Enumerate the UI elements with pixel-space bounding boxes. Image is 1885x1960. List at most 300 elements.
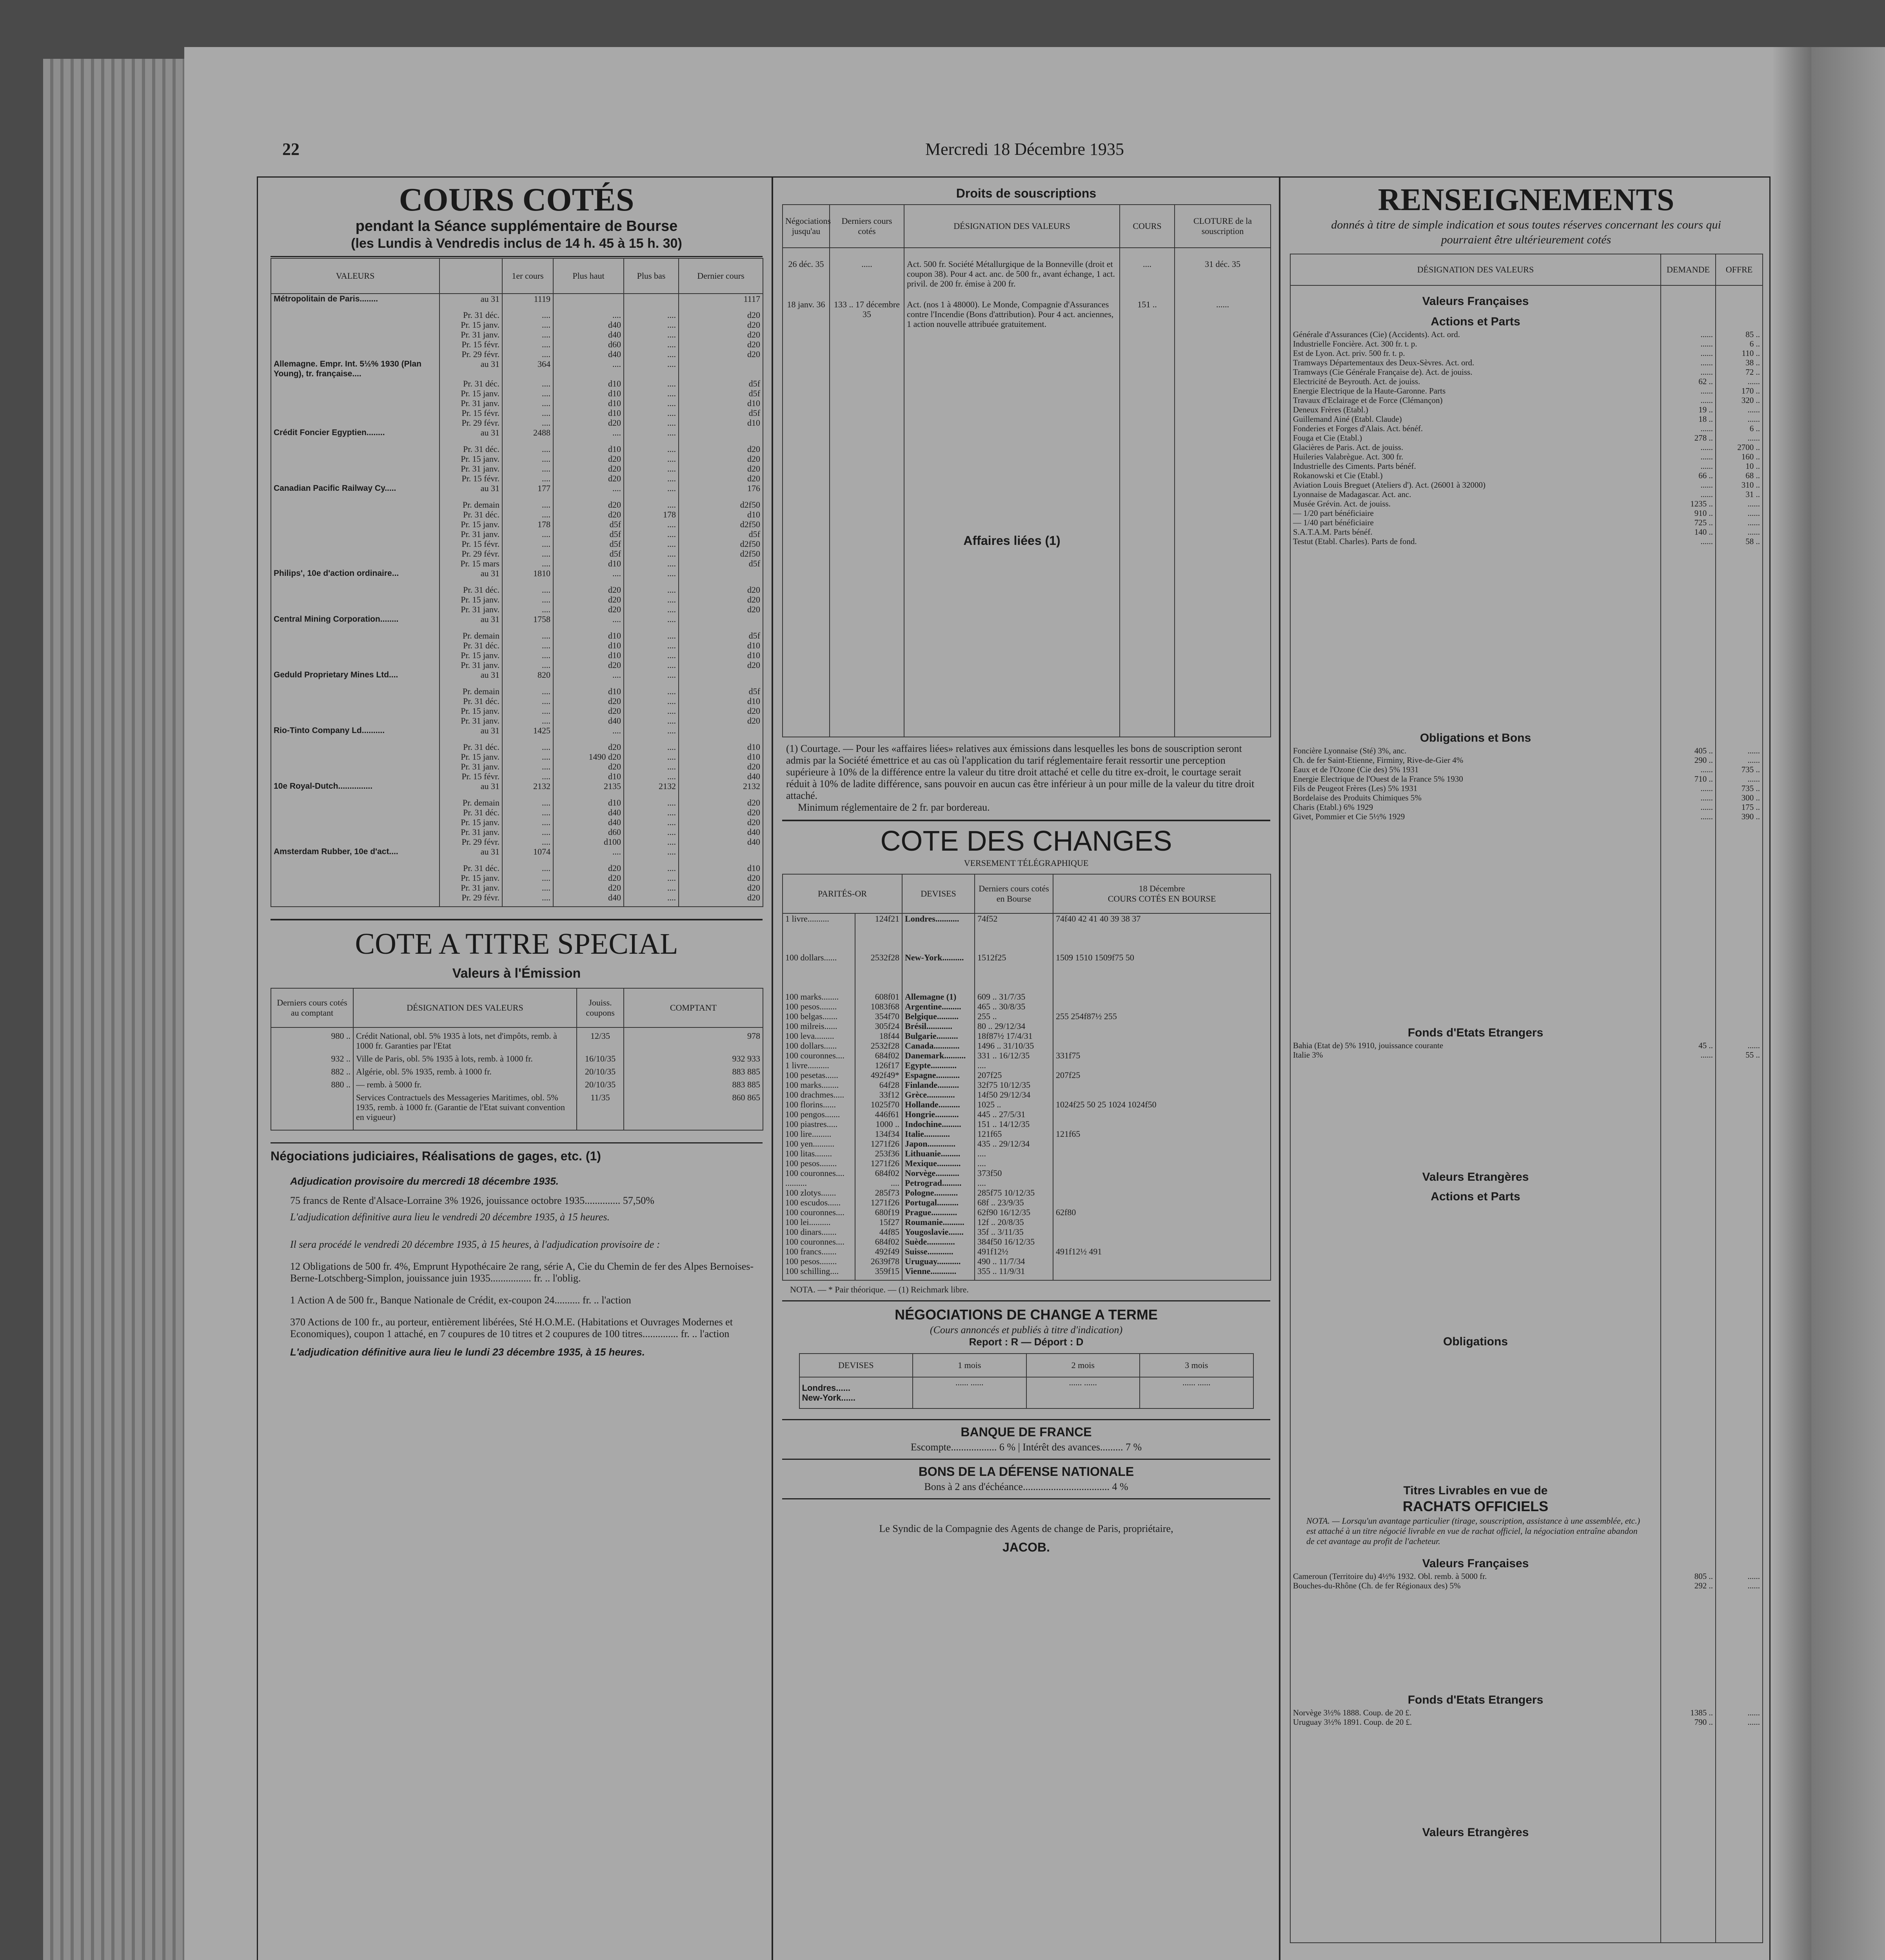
unite: 100 zlotys.......: [783, 1188, 855, 1198]
offre: ......: [1716, 377, 1763, 386]
premier-cours: 178: [502, 519, 553, 529]
table-end: [1290, 1938, 1763, 1943]
terme-title: NÉGOCIATIONS DE CHANGE A TERME: [895, 1307, 1158, 1323]
unite: 100 lire.........: [783, 1129, 855, 1139]
dernier-cours: d20: [679, 339, 763, 349]
offre: ......: [1716, 755, 1763, 765]
valeur-name: [271, 408, 439, 418]
premier-cours: ....: [502, 650, 553, 660]
section-row: [1290, 1169, 1763, 1185]
dernier-cours: [679, 726, 763, 742]
dernier-cours: d5f: [679, 559, 763, 568]
terme-row: Londres...... ...... ...... ...... ...... ...... ......: [799, 1377, 1253, 1393]
dernier-cours: 80 .. 29/12/34: [975, 1021, 1053, 1031]
valeurs-emission-title: Valeurs à l'Émission: [452, 966, 581, 981]
table-row: [271, 1063, 763, 1076]
valeur-name: Geduld Proprietary Mines Ltd....: [271, 670, 439, 686]
valeur-name: [271, 604, 439, 614]
table-row: [783, 1041, 1271, 1051]
demande: ......: [1661, 348, 1716, 358]
dernier-cours: d2f50: [679, 500, 763, 510]
table-row: [271, 706, 763, 716]
empty-cell: [1661, 1483, 1716, 1499]
dernier-cours: 1025 ..: [975, 1100, 1053, 1109]
spacer-row: [1290, 1350, 1763, 1483]
echeance: au 31: [439, 781, 502, 798]
cours-bourse: 1509 1510 1509f75 50: [1053, 953, 1271, 992]
devise: Portugal..........: [902, 1198, 975, 1207]
table-end-cell: [783, 1276, 855, 1280]
parite-or: 1271f26: [855, 1139, 902, 1149]
col-cours-bourse: [1053, 874, 1271, 913]
plus-haut: d10: [553, 388, 624, 398]
devise: Finlande..........: [902, 1080, 975, 1090]
premier-cours: 2132: [502, 781, 553, 798]
table-row: [271, 893, 763, 902]
changes-nota: NOTA. — * Pair théorique. — (1) Reichmark libre.: [790, 1285, 969, 1294]
col-derniers-cours: Derniers cours cotés en Bourse: [975, 874, 1053, 913]
parite-or: 1025f70: [855, 1100, 902, 1109]
dernier-cours: 151 .. 14/12/35: [975, 1119, 1053, 1129]
dernier-cours: d20: [679, 660, 763, 670]
demande: ......: [1661, 537, 1716, 546]
plus-bas: ....: [624, 706, 679, 716]
demande: ......: [1661, 480, 1716, 490]
dernier-cours: d20: [679, 893, 763, 902]
banque-de-france-title: BANQUE DE FRANCE: [961, 1425, 1092, 1439]
table-end-cell: [439, 902, 502, 907]
emission-table: [271, 988, 763, 1131]
echeance: Pr. 31 déc.: [439, 510, 502, 519]
spacer-row: [1290, 1727, 1763, 1825]
table-row: [271, 310, 763, 320]
table-end: [271, 1122, 763, 1130]
empty-cell: [1661, 1548, 1716, 1572]
premier-cours: ....: [502, 883, 553, 893]
table-row: [271, 428, 763, 444]
plus-bas: ....: [624, 873, 679, 883]
adjudication-2: Il sera procédé le vendredi 20 décembre 1935, à 15 heures, à l'adjudication provisoire de :: [290, 1239, 660, 1250]
emission-body: [271, 1027, 763, 1130]
devise: Grèce.............: [902, 1090, 975, 1100]
parite-or: 1083f68: [855, 1002, 902, 1011]
unite: 100 florins......: [783, 1100, 855, 1109]
valeur-name: [271, 686, 439, 696]
valeur-name: Lyonnaise de Madagascar. Act. anc.: [1290, 490, 1661, 499]
right-column: [1290, 182, 1762, 1943]
table-row: [271, 686, 763, 696]
empty-cell: [1661, 309, 1716, 330]
table-row: [1290, 480, 1763, 490]
cours-bourse: 207f25: [1053, 1070, 1271, 1080]
table-row: [271, 883, 763, 893]
plus-bas: ....: [624, 379, 679, 388]
unite: 100 dollars......: [783, 953, 855, 992]
changes-cours-label: COURS COTÉS EN BOURSE: [1108, 894, 1216, 904]
offre: ......: [1716, 1581, 1763, 1590]
plus-haut: ....: [553, 614, 624, 631]
premier-cours: ....: [502, 539, 553, 549]
dernier-cours: d10: [679, 418, 763, 428]
table-end-cell: [502, 902, 553, 907]
echeance: au 31: [439, 614, 502, 631]
devise: Mexique...........: [902, 1158, 975, 1168]
table-row: [783, 953, 1271, 992]
terme-report: Report : R — Déport : D: [969, 1336, 1084, 1348]
souscriptions-title: Droits de souscriptions: [956, 186, 1097, 200]
negociations-title: Négociations judiciaires, Réalisations de gages, etc. (1): [271, 1142, 763, 1163]
offre: 160 ..: [1716, 452, 1763, 461]
premier-cours: ....: [502, 706, 553, 716]
affaires-row: [783, 533, 1271, 548]
echeance: au 31: [439, 359, 502, 379]
dernier-cours: 207f25: [975, 1070, 1053, 1080]
valeur-name: [271, 863, 439, 873]
demande: ......: [1661, 461, 1716, 471]
empty-cell: [1716, 1025, 1763, 1041]
echeance: Pr. 31 janv.: [439, 529, 502, 539]
plus-haut: d20: [553, 510, 624, 519]
premier-cours: 820: [502, 670, 553, 686]
table-row: [271, 1027, 763, 1051]
cours-bourse: 331f75: [1053, 1051, 1271, 1060]
dernier-cours: 2132: [679, 781, 763, 798]
echeance: Pr. 15 mars: [439, 559, 502, 568]
empty-cell: [1661, 1499, 1716, 1514]
offre: ......: [1716, 433, 1763, 443]
plus-haut: d20: [553, 474, 624, 483]
plus-haut: d10: [553, 379, 624, 388]
table-row: [1290, 1708, 1763, 1717]
premier-cours: ....: [502, 500, 553, 510]
col-designation: DÉSIGNATION DES VALEURS: [353, 988, 577, 1027]
parite-or: 354f70: [855, 1011, 902, 1021]
plus-bas: ....: [624, 798, 679, 808]
cours-cotes-hours: (les Lundis à Vendredis inclus de 14 h. 45 à 15 h. 30): [351, 236, 682, 251]
cote-des-changes-title: COTE DES CHANGES: [880, 826, 1172, 857]
valeur-name: [271, 454, 439, 464]
souscriptions-table: [782, 204, 1271, 737]
col-1-mois: 1 mois: [913, 1354, 1026, 1377]
premier-cours: ....: [502, 798, 553, 808]
cours-bourse: [1053, 1041, 1271, 1051]
table-row: [271, 716, 763, 726]
cours-bourse: 121f65: [1053, 1129, 1271, 1139]
plus-haut: d40: [553, 808, 624, 817]
valeur-name: [271, 660, 439, 670]
versement-telegraphique: VERSEMENT TÉLÉGRAPHIQUE: [964, 858, 1089, 868]
plus-haut: d5f: [553, 539, 624, 549]
unite: 100 milreis......: [783, 1021, 855, 1031]
premier-cours: ....: [502, 827, 553, 837]
valeur-name: Testut (Etabl. Charles). Parts de fond.: [1290, 537, 1661, 546]
dernier-cours: 373f50: [975, 1168, 1053, 1178]
changes-body: [783, 913, 1271, 1280]
premier-cours: ....: [502, 388, 553, 398]
cours-bourse: [1053, 1021, 1271, 1031]
unite: 100 lei..........: [783, 1217, 855, 1227]
unite: 100 escudos......: [783, 1198, 855, 1207]
devise: Lithuanie.........: [902, 1149, 975, 1158]
plus-haut: ....: [553, 568, 624, 585]
echeance: au 31: [439, 483, 502, 500]
dernier-cours: d20: [679, 464, 763, 474]
table-row: [271, 398, 763, 408]
dernier-cours: 1496 .. 31/10/35: [975, 1041, 1053, 1051]
plus-bas: ....: [624, 650, 679, 660]
echeance: au 31: [439, 294, 502, 310]
echeance: Pr. 29 févr.: [439, 418, 502, 428]
valeur-name: Musée Grévin. Act. de jouiss.: [1290, 499, 1661, 508]
unite: 1 livre..........: [783, 913, 855, 953]
devise: Japon.............: [902, 1139, 975, 1149]
valeur-name: Guillemand Ainé (Etabl. Claude): [1290, 414, 1661, 424]
echeance: Pr. 15 févr.: [439, 539, 502, 549]
table-row: [783, 1100, 1271, 1109]
offre: 72 ..: [1716, 367, 1763, 377]
comptant: 883 885: [624, 1076, 763, 1089]
cours-bourse: 1024f25 50 25 1024 1024f50: [1053, 1100, 1271, 1109]
jouissance: 12/35: [577, 1027, 624, 1051]
plus-haut: d20: [553, 742, 624, 752]
parite-or: 684f02: [855, 1168, 902, 1178]
plus-bas: ....: [624, 519, 679, 529]
table-row: [271, 827, 763, 837]
table-row: [1290, 396, 1763, 405]
obligations-bons-heading: Obligations et Bons: [1290, 730, 1661, 746]
jouissance: 20/10/35: [577, 1063, 624, 1076]
dernier-cours: d10: [679, 510, 763, 519]
empty-cell: [1661, 730, 1716, 746]
courtage-note: (1) Courtage. — Pour les «affaires liées» relatives aux émissions dans lesquelles les bons de souscription seront admis par la Société émettrice et au cas où l'application du tarif réglementaire ferait ressortir une perception supérieure à 10% de la différence entre la valeur du titre droit attaché et celle du titre ex-droit, le courtage serait réduit à 10% de ladite différence, sans pouvoir en aucun cas être inférieur à un pour mille de la valeur du titre droit attaché.: [786, 743, 1255, 801]
table-row: [271, 631, 763, 641]
premier-cours: ....: [502, 837, 553, 847]
offre: ......: [1716, 1572, 1763, 1581]
col-echeance: [439, 258, 502, 294]
plus-haut: ....: [553, 310, 624, 320]
plus-bas: ....: [624, 454, 679, 464]
valeur-name: [271, 595, 439, 604]
table-row: [1290, 414, 1763, 424]
unite: 100 pengos.......: [783, 1109, 855, 1119]
offre: ......: [1716, 1708, 1763, 1717]
parite-or: 1000 ..: [855, 1119, 902, 1129]
empty-cell: [1661, 1169, 1716, 1185]
parite-or: 253f36: [855, 1149, 902, 1158]
echeance: au 31: [439, 568, 502, 585]
table-row: [271, 837, 763, 847]
plus-haut: ....: [553, 726, 624, 742]
spacer-cell: [1290, 1350, 1661, 1483]
table-row: [271, 660, 763, 670]
table-row: [271, 320, 763, 330]
spacer-cell: [1290, 546, 1661, 730]
echeance: Pr. 31 janv.: [439, 883, 502, 893]
table-row: [271, 388, 763, 398]
table-row: [783, 1002, 1271, 1011]
offre: ......: [1716, 527, 1763, 537]
derniers-cours: 980 ..: [271, 1027, 353, 1051]
table-row: [1290, 765, 1763, 774]
table-end-cell: [553, 902, 624, 907]
dernier-cours: 355 .. 11/9/31: [975, 1266, 1053, 1276]
dernier-cours: d5f: [679, 529, 763, 539]
rachats-valeurs-francaises-heading: Valeurs Françaises: [1290, 1548, 1661, 1572]
plus-haut: d10: [553, 408, 624, 418]
table-row: [271, 641, 763, 650]
table-row: [271, 549, 763, 559]
table-row: [783, 1031, 1271, 1041]
offre: ......: [1716, 1717, 1763, 1727]
cours-cotes-table: [271, 258, 763, 907]
demande: 790 ..: [1661, 1717, 1716, 1727]
unite: 100 pesos........: [783, 1002, 855, 1011]
unite: 1 livre..........: [783, 1060, 855, 1070]
echeance: Pr. demain: [439, 631, 502, 641]
valeur-name: [271, 549, 439, 559]
table-row: [783, 1217, 1271, 1227]
derniers-cours: .....: [830, 248, 904, 289]
dernier-cours: 384f50 16/12/35: [975, 1237, 1053, 1247]
section-row: [1290, 1499, 1763, 1514]
dernier-cours: 12f .. 20/8/35: [975, 1217, 1053, 1227]
plus-bas: ....: [624, 529, 679, 539]
echeance: Pr. 15 janv.: [439, 650, 502, 660]
empty-cell: [1716, 1825, 1763, 1840]
table-row: [783, 1247, 1271, 1256]
unite: 100 couronnes....: [783, 1168, 855, 1178]
demande: 805 ..: [1661, 1572, 1716, 1581]
valeur-name: [271, 444, 439, 454]
plus-haut: d20: [553, 883, 624, 893]
col-offre: OFFRE: [1716, 254, 1763, 285]
premier-cours: ....: [502, 873, 553, 883]
valeur-name: Italie 3%: [1290, 1050, 1661, 1060]
table-row: [1290, 537, 1763, 546]
plus-haut: d20: [553, 706, 624, 716]
facing-page-edge: [1811, 47, 1885, 1960]
parite-or: 44f85: [855, 1227, 902, 1237]
valeur-name: Eaux et de l'Ozone (Cie des) 5% 1931: [1290, 765, 1661, 774]
demande: 140 ..: [1661, 527, 1716, 537]
valeur-name: Foncière Lyonnaise (Sté) 3%, anc.: [1290, 746, 1661, 755]
cloture: ......: [1175, 289, 1271, 329]
plus-haut: ....: [553, 483, 624, 500]
adjudication-line: 12 Obligations de 500 fr. 4%, Emprunt Hypothécaire 2e rang, série A, Cie du Chemin de fer des Alpes Bernoises-Berne-Lotschberg-Simplon, jouissance juin 1935................ fr. .. l'oblig.: [290, 1261, 754, 1284]
devise: Italie............: [902, 1129, 975, 1139]
dernier-cours: ....: [975, 1178, 1053, 1188]
dernier-cours: ....: [975, 1158, 1053, 1168]
changes-date: 18 Décembre: [1139, 884, 1185, 893]
echeance: au 31: [439, 428, 502, 444]
spacer-row: [1290, 546, 1763, 730]
table-row: [1290, 471, 1763, 480]
comptant: 883 885: [624, 1063, 763, 1076]
dernier-cours: d10: [679, 641, 763, 650]
dernier-cours: d20: [679, 454, 763, 464]
table-row: [1290, 490, 1763, 499]
parite-or: 684f02: [855, 1237, 902, 1247]
premier-cours: ....: [502, 716, 553, 726]
dernier-cours: d20: [679, 330, 763, 339]
cours-bourse: [1053, 1060, 1271, 1070]
empty-cell: [1716, 1483, 1763, 1499]
col-devises: DEVISES: [799, 1354, 913, 1377]
rule: [782, 1459, 1270, 1460]
plus-bas: ....: [624, 398, 679, 408]
section-row: [1290, 1548, 1763, 1572]
empty-cell: [1716, 1727, 1763, 1825]
plus-bas: ....: [624, 696, 679, 706]
rule: [782, 1300, 1270, 1301]
rule: [782, 1419, 1270, 1420]
offre: ......: [1716, 774, 1763, 784]
table-row: [271, 595, 763, 604]
demande: 290 ..: [1661, 755, 1716, 765]
table-row: [1290, 443, 1763, 452]
section-row: [1290, 730, 1763, 746]
offre: 300 ..: [1716, 793, 1763, 802]
table-end-cell: [679, 902, 763, 907]
demande: 725 ..: [1661, 518, 1716, 527]
valeur-name: [271, 827, 439, 837]
table-row: [783, 1149, 1271, 1158]
empty-cell: [1661, 1514, 1716, 1548]
empty-cell: [1661, 1840, 1716, 1938]
spacer-cell: [1290, 1060, 1661, 1169]
cours: ....: [1120, 248, 1175, 289]
table-row: [783, 1109, 1271, 1119]
echeance: Pr. 31 janv.: [439, 398, 502, 408]
table-end-cell: [1290, 1938, 1661, 1943]
demande: ......: [1661, 802, 1716, 812]
plus-haut: d20: [553, 454, 624, 464]
table-row: [783, 1188, 1271, 1198]
offre: 55 ..: [1716, 1050, 1763, 1060]
table-row: [271, 464, 763, 474]
dernier-cours: d20: [679, 310, 763, 320]
demande: 405 ..: [1661, 746, 1716, 755]
table-row: [1290, 433, 1763, 443]
unite: 100 yen..........: [783, 1139, 855, 1149]
parite-or: 608f01: [855, 992, 902, 1002]
parite-or: 492f49*: [855, 1070, 902, 1080]
table-end-cell: [1053, 1276, 1271, 1280]
table-row: [1290, 746, 1763, 755]
valeur-name: Industrielle Foncière. Act. 300 fr. t. p.: [1290, 339, 1661, 348]
premier-cours: ....: [502, 696, 553, 706]
spacer-cell: [1290, 821, 1661, 1025]
demande: ......: [1661, 358, 1716, 367]
plus-haut: d20: [553, 418, 624, 428]
valeur-name: [271, 310, 439, 320]
actions-parts-heading: Actions et Parts: [1290, 309, 1661, 330]
offre: 170 ..: [1716, 386, 1763, 396]
devise: Londres...........: [902, 913, 975, 953]
parite-or: 1271f26: [855, 1198, 902, 1207]
valeur-name: [271, 837, 439, 847]
unite: 100 pesetas......: [783, 1070, 855, 1080]
parite-or: 1271f26: [855, 1158, 902, 1168]
premier-cours: ....: [502, 379, 553, 388]
echeance: au 31: [439, 726, 502, 742]
parite-or: 492f49: [855, 1247, 902, 1256]
premier-cours: ....: [502, 349, 553, 359]
rachats-heading: Titres Livrables en vue de: [1290, 1483, 1661, 1499]
table-row: [271, 726, 763, 742]
plus-bas: ....: [624, 847, 679, 863]
table-row: [783, 289, 1271, 329]
